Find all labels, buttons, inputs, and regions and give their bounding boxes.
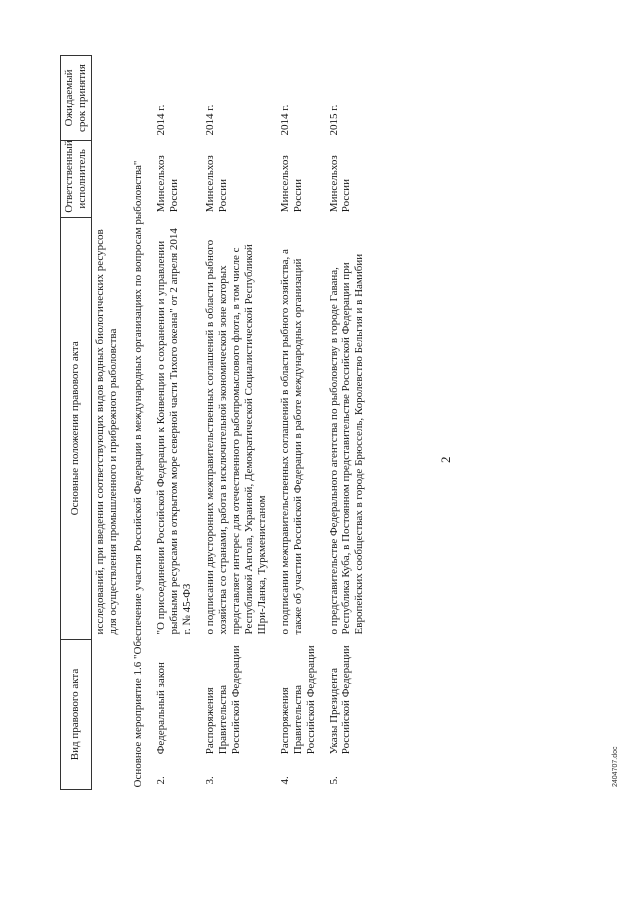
header-responsible: Ответственный исполнитель [61,140,92,217]
table-row [151,56,200,790]
document-filename: 2404707.doc [612,746,619,787]
row-number: 4. [278,776,291,785]
table-header [61,56,92,790]
act-provisions: "О присоединении Российской Федерации к Конвенции о сохранении и управлении рыбными ресурсами в открытом море северной части Тихого океана" от 2 апреля 2014 г. № 45-ФЗ [154,228,193,635]
act-kind: Распоряжения Правительства Российской Федерации [203,645,242,755]
act-term: 2014 г. [278,104,291,136]
act-provisions: о подписании межправительственных соглашений в области рыбного хозяйства, а также об участии Российской Федерации в работе международных организаций [278,249,304,635]
act-term: 2014 г. [203,104,216,136]
header-term: Ожидаемый срок принятия [61,56,92,141]
act-term: 2015 г. [327,104,340,136]
row-number: 5. [327,776,340,785]
page-number: 2 [438,456,453,463]
continuation-text: исследований, при введении соответствующих видов водных биологических ресурсов для осуществления промышленного и прибрежного рыболовства [93,229,119,635]
measure-title: Основное мероприятие 1.6 "Обеспечение участия Российской Федерации в международных организациях по вопросам рыболовства" [131,160,144,788]
table-row [324,56,373,790]
header-provisions: Основные положения правового акта [61,217,92,639]
act-kind: Распоряжения Правительства Российской Федерации [278,645,317,755]
row-number: 2. [154,776,167,785]
act-kind: Указы Президента Российской Федерации [327,645,353,755]
act-kind: Федеральный закон [154,662,167,755]
act-provisions: о подписании двусторонних межправительственных соглашений в области рыбного хозяйства со странами, работа в исключительной экономической зоне которых представляет интерес для отечественного рыбопромыслового флота, в том числе с Республикой Ангола, Украиной, Демократической Социалистической Республикой Шри-Ланка, Туркменистаном [203,239,268,635]
legal-acts-table [60,55,372,790]
act-term: 2014 г. [154,104,167,136]
act-responsible: Минсельхоз России [278,155,304,213]
act-responsible: Минсельхоз России [203,155,229,213]
measure-row [126,56,151,790]
table-row [275,56,324,790]
act-responsible: Минсельхоз России [154,155,180,213]
row-number: 3. [203,776,216,785]
act-responsible: Минсельхоз России [327,155,353,213]
act-provisions: о представительстве Федерального агентства по рыболовству в городе Гавана, Республика Куба, в Постоянном представительстве Российской Федерации при Европейских сообществах в городе Брюссель, Королевство Бельгия и в Намибии [327,253,366,635]
document-page [0,5,640,905]
header-kind: Вид правового акта [61,639,92,789]
table-row [200,56,275,790]
continuation-row [91,56,125,790]
